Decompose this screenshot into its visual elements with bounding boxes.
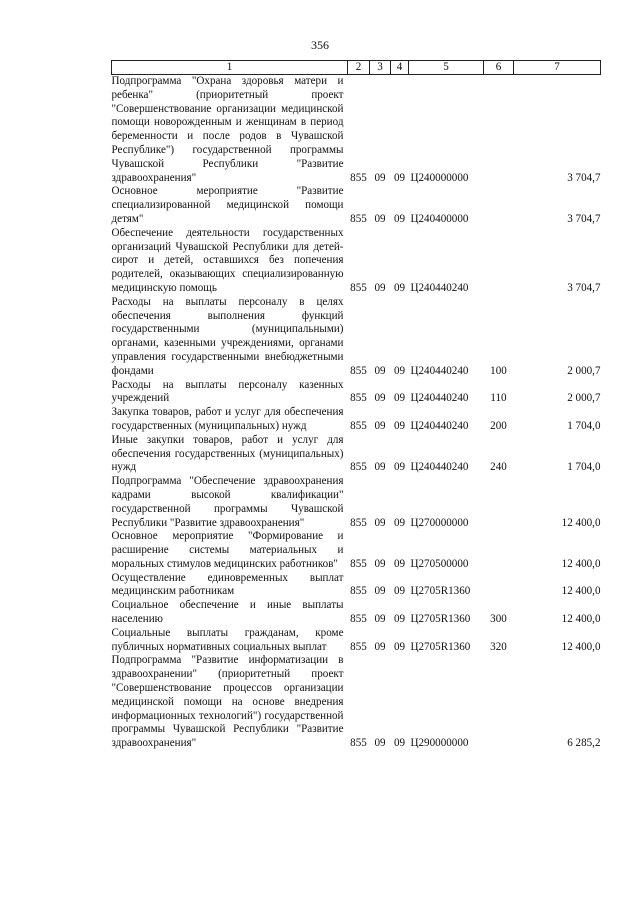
amount: 3 704,7 <box>567 212 601 225</box>
column-header: 6 <box>484 61 514 75</box>
expense-type-code <box>484 654 514 751</box>
target-article-code: Ц240400000 <box>410 212 469 225</box>
expense-type-code <box>484 75 514 186</box>
row-name: Иные закупки товаров, работ и услуг для обеспечения государственных (муниципальных) нужд <box>111 433 344 474</box>
target-article-code: Ц2705R1360 <box>410 640 471 653</box>
row-name: Социальные выплаты гражданам, кроме публичных нормативных социальных выплат <box>111 626 344 653</box>
table-row <box>112 227 601 296</box>
table-row <box>112 599 601 627</box>
subsection-code: 09 <box>393 419 406 432</box>
column-header: 4 <box>391 61 409 75</box>
table-row <box>112 627 601 655</box>
expense-type-code: 320 <box>490 640 507 653</box>
target-article-code: Ц240440240 <box>410 364 469 377</box>
section-code: 09 <box>374 640 386 653</box>
table-row <box>112 654 601 751</box>
amount: 2 000,7 <box>567 364 601 377</box>
amount: 3 704,7 <box>567 281 601 294</box>
expense-type-code: 200 <box>490 419 507 432</box>
section-code: 09 <box>374 392 386 405</box>
subsection-code: 09 <box>393 281 406 294</box>
expense-type-code: 240 <box>490 461 507 474</box>
amount: 2 000,7 <box>567 392 601 405</box>
column-header: 7 <box>514 61 601 75</box>
ministry-code: 855 <box>350 461 367 474</box>
column-header: 1 <box>112 61 348 75</box>
column-header: 2 <box>348 61 370 75</box>
subsection-code: 09 <box>393 461 406 474</box>
target-article-code: Ц240440240 <box>410 281 469 294</box>
expense-type-code <box>484 572 514 600</box>
amount: 12 400,0 <box>561 557 601 570</box>
ministry-code: 855 <box>350 640 367 653</box>
ministry-code: 855 <box>350 364 367 377</box>
target-article-code: Ц240440240 <box>410 392 469 405</box>
section-code: 09 <box>374 585 386 598</box>
amount: 1 704,0 <box>567 419 601 432</box>
subsection-code: 09 <box>393 392 406 405</box>
column-header: 3 <box>370 61 391 75</box>
table-row <box>112 530 601 571</box>
ministry-code: 855 <box>350 737 367 750</box>
table-row <box>112 572 601 600</box>
target-article-code: Ц2705R1360 <box>410 585 471 598</box>
row-name: Основное мероприятие "Развитие специализированной медицинской помощи детям" <box>111 185 344 225</box>
expense-type-code <box>484 227 514 296</box>
row-name: Подпрограмма "Развитие информатизации в здравоохранении" (приоритетный проект "Совершенствование процессов организации медицинской помощи на основе внедрения информационных технологий") государственной программы Чувашской Республики "Развитие здравоохранения" <box>111 654 344 750</box>
table-header-row <box>112 61 601 75</box>
subsection-code: 09 <box>393 364 406 377</box>
amount: 1 704,0 <box>567 461 601 474</box>
section-code: 09 <box>374 171 386 184</box>
row-name: Расходы на выплаты персоналу казенных учреждений <box>111 378 344 405</box>
subsection-code: 09 <box>393 737 406 750</box>
row-name: Подпрограмма "Обеспечение здравоохранения кадрами высокой квалификации" государственной программы Чувашской Республики "Развитие здравоохранения" <box>111 475 344 529</box>
ministry-code: 855 <box>350 212 367 225</box>
amount: 12 400,0 <box>561 640 601 653</box>
expense-type-code: 110 <box>490 392 507 405</box>
subsection-code: 09 <box>393 212 406 225</box>
table-row <box>112 406 601 434</box>
section-code: 09 <box>374 419 386 432</box>
target-article-code: Ц240440240 <box>410 419 469 432</box>
subsection-code: 09 <box>393 557 406 570</box>
target-article-code: Ц2705R1360 <box>410 613 471 626</box>
amount: 3 704,7 <box>567 171 601 184</box>
target-article-code: Ц270500000 <box>410 557 469 570</box>
expense-type-code: 100 <box>490 364 507 377</box>
ministry-code: 855 <box>350 392 367 405</box>
subsection-code: 09 <box>393 171 406 184</box>
row-name: Обеспечение деятельности государственных организаций Чувашской Республики для детей-сирот и детей, оставшихся без попечения родителей, оказывающих специализированную медицинскую помощь <box>111 226 344 294</box>
expense-type-code <box>484 530 514 571</box>
table-row <box>112 75 601 186</box>
ministry-code: 855 <box>350 585 367 598</box>
row-name: Осуществление единовременных выплат медицинским работникам <box>111 571 344 598</box>
section-code: 09 <box>374 737 386 750</box>
section-code: 09 <box>374 557 386 570</box>
subsection-code: 09 <box>393 640 406 653</box>
budget-table <box>111 60 601 751</box>
ministry-code: 855 <box>350 419 367 432</box>
expense-type-code <box>484 475 514 530</box>
target-article-code: Ц290000000 <box>410 737 469 750</box>
row-name: Социальное обеспечение и иные выплаты населению <box>111 599 344 626</box>
section-code: 09 <box>374 613 386 626</box>
page-number: 356 <box>311 38 329 52</box>
column-header: 5 <box>409 61 484 75</box>
ministry-code: 855 <box>350 557 367 570</box>
subsection-code: 09 <box>393 585 406 598</box>
expense-type-code: 300 <box>490 613 507 626</box>
amount: 12 400,0 <box>561 516 601 529</box>
amount: 6 285,2 <box>567 737 601 750</box>
row-name: Закупка товаров, работ и услуг для обеспечения государственных (муниципальных) нужд <box>111 406 344 432</box>
ministry-code: 855 <box>350 171 367 184</box>
amount: 12 400,0 <box>561 613 601 626</box>
target-article-code: Ц240440240 <box>410 461 469 474</box>
row-name: Основное мероприятие "Формирование и расширение системы материальных и моральных стимулов медицинских работников" <box>111 530 344 570</box>
table-row <box>112 379 601 407</box>
section-code: 09 <box>374 516 386 529</box>
ministry-code: 855 <box>350 516 367 529</box>
table-row <box>112 296 601 379</box>
ministry-code: 855 <box>350 613 367 626</box>
table-row <box>112 185 601 226</box>
table-row <box>112 475 601 530</box>
section-code: 09 <box>374 364 386 377</box>
section-code: 09 <box>374 212 386 225</box>
table-row <box>112 434 601 475</box>
subsection-code: 09 <box>393 613 406 626</box>
amount: 12 400,0 <box>561 585 601 598</box>
target-article-code: Ц270000000 <box>410 516 469 529</box>
subsection-code: 09 <box>393 516 406 529</box>
row-name: Расходы на выплаты персоналу в целях обеспечения выполнения функций государственными (муниципальными) органами, казенными учреждениями, органами управления государственными внебюджетными фондами <box>111 295 344 377</box>
section-code: 09 <box>374 461 386 474</box>
target-article-code: Ц240000000 <box>410 171 469 184</box>
ministry-code: 855 <box>350 281 367 294</box>
section-code: 09 <box>374 281 386 294</box>
row-name: Подпрограмма "Охрана здоровья матери и ребенка" (приоритетный проект "Совершенствование организации медицинской помощи новорожденным и женщинам в период беременности и после родов в Чувашской Республике") государственной программы Чувашской Республики "Развитие здравоохранения" <box>111 75 344 184</box>
expense-type-code <box>484 185 514 226</box>
